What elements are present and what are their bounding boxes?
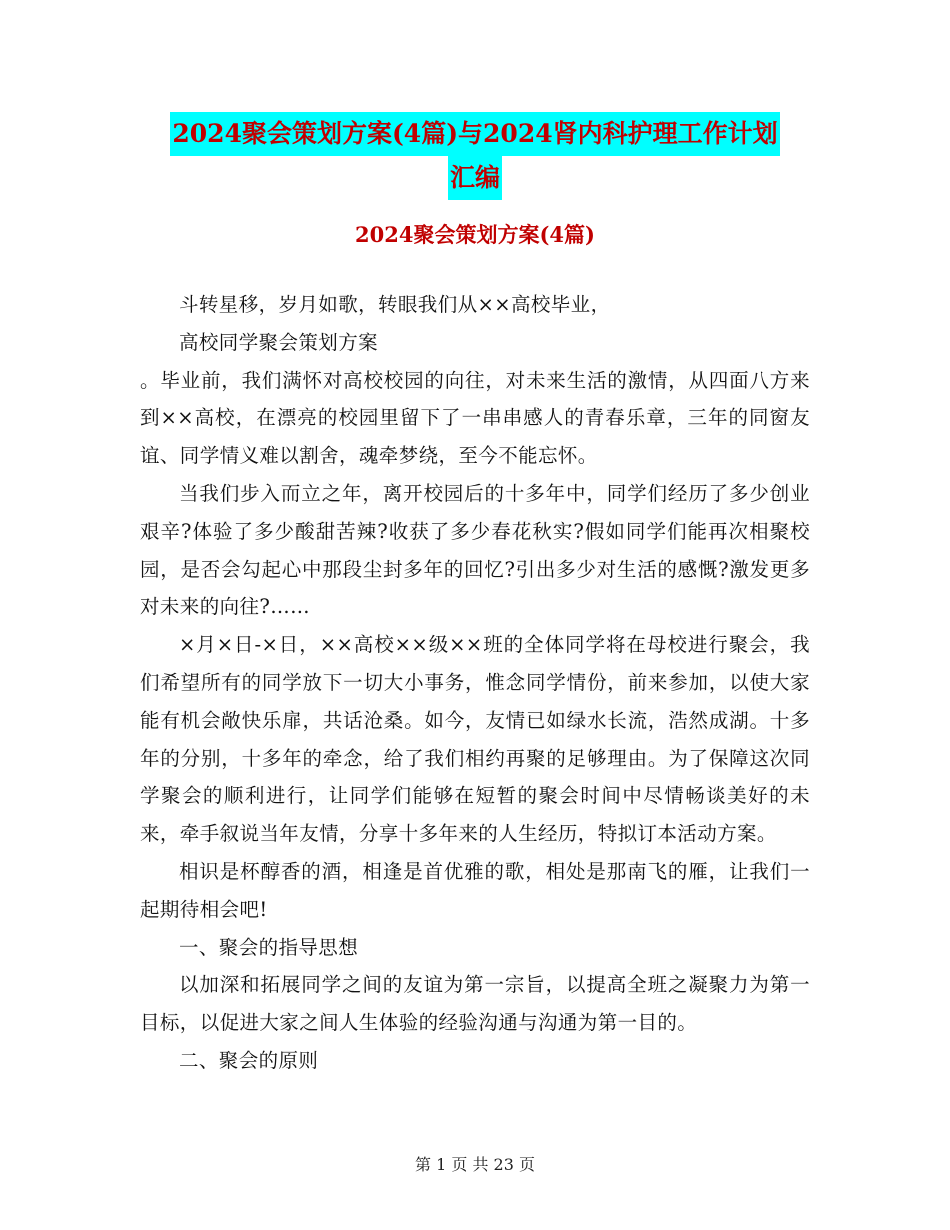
paragraph: 以加深和拓展同学之间的友谊为第一宗旨，以提高全班之凝聚力为第一目标，以促进大家之间人生体验的经验沟通与沟通为第一目的。 [140,973,810,1035]
paragraph-heading: 二、聚会的原则 [179,1048,319,1072]
paragraph: ×月×日-×日，××高校××级××班的全体同学将在母校进行聚会，我们希望所有的同学放下一切大小事务，惟念同学情份，前来参加，以使大家能有机会敞快乐扉，共话沧桑。如今，友情已如绿水长流，浩然成湖。十多年的分别，十多年的牵念，给了我们相约再聚的足够理由。为了保障这次同学聚会的顺利进行，让同学们能够在短暂的聚会时间中尽情畅谈美好的未来，牵手叙说当年友情，分享十多年来的人生经历，特拟订本活动方案。 [140,633,810,846]
paragraph: 相识是杯醇香的酒，相逢是首优雅的歌，相处是那南飞的雁，让我们一起期待相会吧! [140,859,810,921]
page-footer: 第 1 页 共 23 页 [415,1155,535,1174]
paragraph-heading: 一、聚会的指导思想 [179,935,359,959]
section-title: 2024聚会策划方案(4篇) [355,222,595,247]
document-body [140,286,810,1080]
paragraph: 当我们步入而立之年，离开校园后的十多年中，同学们经历了多少创业艰辛?体验了多少酸甜苦辣?收获了多少春花秋实?假如同学们能再次相聚校园，是否会勾起心中那段尘封多年的回忆?引出多少对生活的感慨?激发更多对未来的向往?…… [140,481,810,619]
paragraph: 斗转星移，岁月如歌，转眼我们从××高校毕业， [179,293,611,316]
title-line-2: 汇编 [448,156,502,200]
title-line-1: 2024聚会策划方案(4篇)与2024肾内科护理工作计划 [170,112,779,156]
document-title [140,112,810,200]
paragraph: 高校同学聚会策划方案 [179,330,379,354]
paragraph: 。毕业前，我们满怀对高校校园的向往，对未来生活的激情，从四面八方来到××高校，在漂亮的校园里留下了一串串感人的青春乐章，三年的同窗友谊、同学情义难以割舍，魂牵梦绕，至今不能忘怀。 [140,368,810,468]
